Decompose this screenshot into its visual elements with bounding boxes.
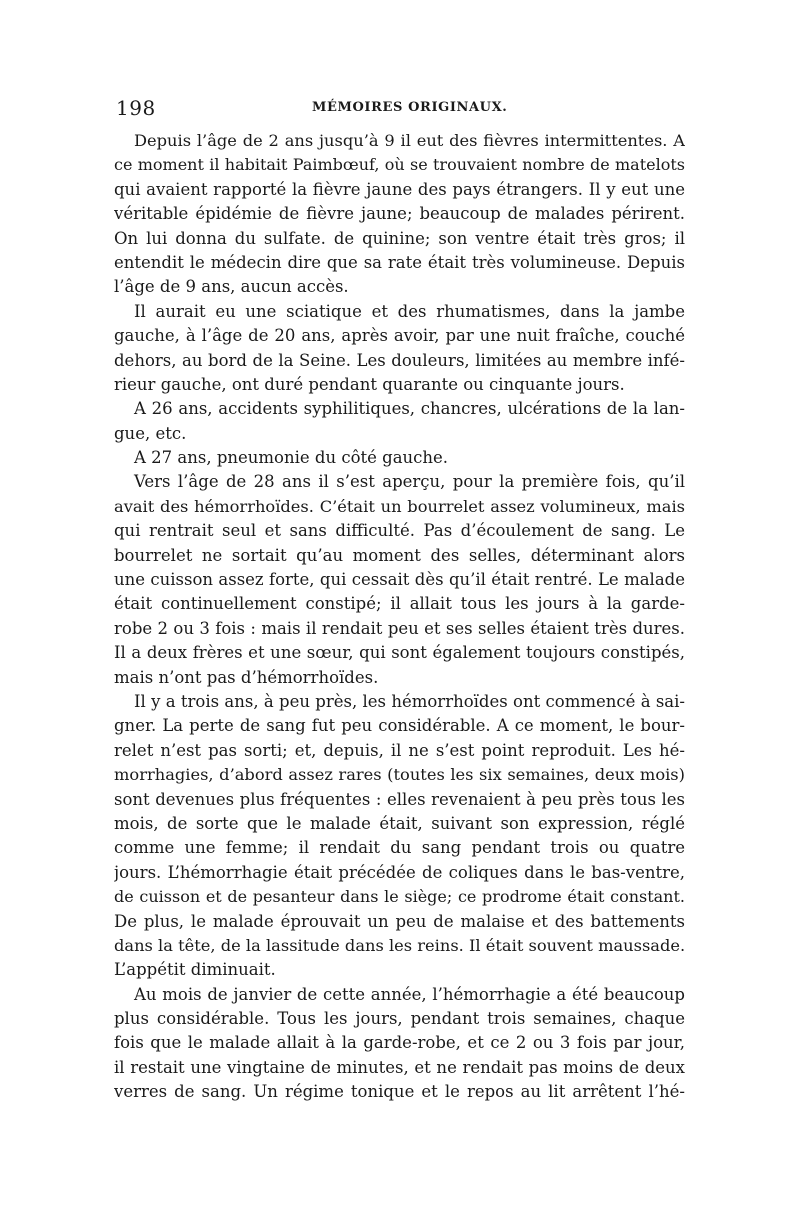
text-line: verres de sang. Un régime tonique et le repos au lit arrêtent l’hé- [114, 1082, 685, 1102]
text-line: qui rentrait seul et sans difficulté. Pas d’écoulement de sang. Le [114, 521, 685, 541]
text-line: A 27 ans, pneumonie du côté gauche. [134, 448, 449, 468]
text-line: L’appétit diminuait. [114, 960, 276, 980]
text-line: véritable épidémie de fièvre jaune; beaucoup de malades périrent. [114, 204, 685, 224]
text-line: sont devenues plus fréquentes : elles revenaient à peu près tous les [114, 789, 685, 809]
text-line: mois, de sorte que le malade était, suivant son expression, réglé [114, 813, 685, 833]
text-line: qui avaient rapporté la fièvre jaune des pays étrangers. Il y eut une [114, 179, 685, 199]
text-line: Il y a trois ans, à peu près, les hémorrhoïdes ont commencé à sai- [134, 691, 685, 711]
text-line: il restait une vingtaine de minutes, et ne rendait pas moins de deux [114, 1057, 685, 1077]
text-line: avait des hémorrhoïdes. C’était un bourrelet assez volumineux, mais [114, 496, 685, 516]
text-line: comme une femme; il rendait du sang pendant trois ou quatre [114, 838, 685, 858]
text-line: une cuisson assez forte, qui cessait dès qu’il était rentré. Le malade [114, 570, 685, 590]
text-line: l’âge de 9 ans, aucun accès. [114, 277, 349, 297]
text-line: dans la tête, de la lassitude dans les reins. Il était souvent maussade. [114, 935, 685, 955]
text-line: jours. L’hémorrhagie était précédée de coliques dans le bas-ventre, [114, 862, 685, 882]
text-line: était continuellement constipé; il allait tous les jours à la garde- [114, 594, 685, 614]
body-text [114, 129, 685, 1105]
text-line: De plus, le malade éprouvait un peu de malaise et des battements [114, 911, 685, 931]
text-line: dehors, au bord de la Seine. Les douleurs, limitées au membre infé- [114, 350, 685, 370]
page-header [116, 96, 686, 126]
text-line: mais n’ont pas d’hémorrhoïdes. [114, 667, 379, 687]
text-line: gauche, à l’âge de 20 ans, après avoir, par une nuit fraîche, couché [114, 326, 685, 346]
text-line: gner. La perte de sang fut peu considérable. A ce moment, le bour- [114, 716, 685, 736]
running-head: MÉMOIRES ORIGINAUX. [312, 100, 508, 115]
text-line: relet n’est pas sorti; et, depuis, il ne s’est point reproduit. Les hé- [114, 740, 685, 760]
text-line: gue, etc. [114, 423, 187, 443]
text-line: morrhagies, d’abord assez rares (toutes les six semaines, deux mois) [114, 765, 685, 785]
text-line: ce moment il habitait Paimbœuf, où se trouvaient nombre de matelots [114, 155, 685, 175]
text-line: entendit le médecin dire que sa rate était très volumineuse. Depuis [114, 252, 685, 272]
page-number: 198 [116, 96, 156, 120]
text-line: On lui donna du sulfate. de quinine; son ventre était très gros; il [114, 228, 685, 248]
text-line: de cuisson et de pesanteur dans le siège; ce prodrome était constant. [114, 887, 685, 907]
text-line: plus considérable. Tous les jours, pendant trois semaines, chaque [114, 1009, 685, 1029]
text-line: A 26 ans, accidents syphilitiques, chancres, ulcérations de la lan- [134, 399, 685, 419]
text-line: fois que le malade allait à la garde-robe, et ce 2 ou 3 fois par jour, [114, 1033, 685, 1053]
text-line: robe 2 ou 3 fois : mais il rendait peu et ses selles étaient très dures. [114, 618, 685, 638]
text-line: Au mois de janvier de cette année, l’hémorrhagie a été beaucoup [134, 984, 685, 1004]
text-line: Vers l’âge de 28 ans il s’est aperçu, pour la première fois, qu’il [134, 472, 685, 492]
text-line: Il a deux frères et une sœur, qui sont également toujours constipés, [114, 643, 685, 663]
text-line: bourrelet ne sortait qu’au moment des selles, déterminant alors [114, 545, 685, 565]
text-line: Il aurait eu une sciatique et des rhumatismes, dans la jambe [134, 301, 685, 321]
text-line: rieur gauche, ont duré pendant quarante ou cinquante jours. [114, 374, 625, 394]
text-line: Depuis l’âge de 2 ans jusqu’à 9 il eut des fièvres intermittentes. A [134, 131, 685, 150]
